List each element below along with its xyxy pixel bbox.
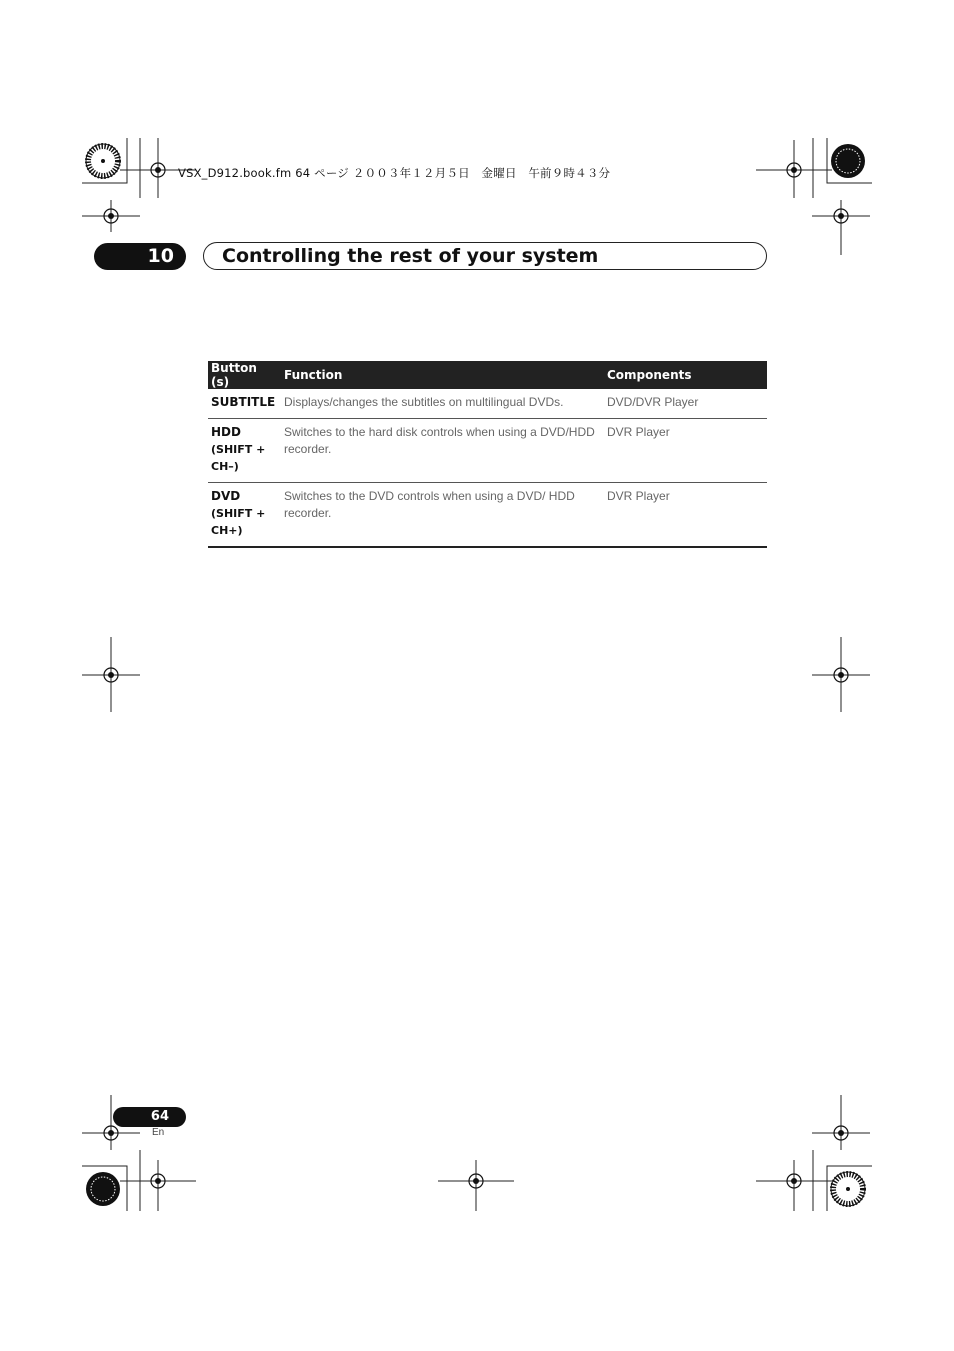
chapter-title-box [203, 242, 767, 270]
function-cell: Switches to the DVD controls when using a DVD/ HDD recorder. [281, 483, 604, 548]
function-cell: Switches to the hard disk controls when using a DVD/HDD recorder. [281, 419, 604, 483]
button-function-table [208, 361, 767, 548]
column-header-button: Button (s) [208, 361, 281, 389]
button-shortcut: (SHIFT + CH+) [211, 507, 266, 537]
button-name: SUBTITLE [211, 395, 276, 409]
print-slug-header: VSX_D912.book.fm 64 ページ ２００３年１２月５日 金曜日 午前９時４３分 [178, 166, 611, 180]
components-cell: DVR Player [604, 419, 767, 483]
components-cell: DVD/DVR Player [604, 389, 767, 419]
column-header-components: Components [604, 361, 767, 389]
components-cell: DVR Player [604, 483, 767, 548]
chapter-title: Controlling the rest of your system [222, 245, 599, 267]
table-header-row [208, 361, 767, 389]
button-cell [208, 389, 281, 419]
page-language-label: En [152, 1127, 165, 1138]
column-header-function: Function [281, 361, 604, 389]
button-cell [208, 419, 281, 483]
button-shortcut: (SHIFT + CH–) [211, 443, 266, 473]
button-name: DVD [211, 489, 241, 503]
table-row [208, 389, 767, 419]
function-cell: Displays/changes the subtitles on multilingual DVDs. [281, 389, 604, 419]
table-row [208, 483, 767, 548]
page-number-badge: 64 [113, 1107, 186, 1127]
button-cell [208, 483, 281, 548]
button-name: HDD [211, 425, 241, 439]
chapter-number-badge: 10 [94, 243, 186, 270]
table-row [208, 419, 767, 483]
